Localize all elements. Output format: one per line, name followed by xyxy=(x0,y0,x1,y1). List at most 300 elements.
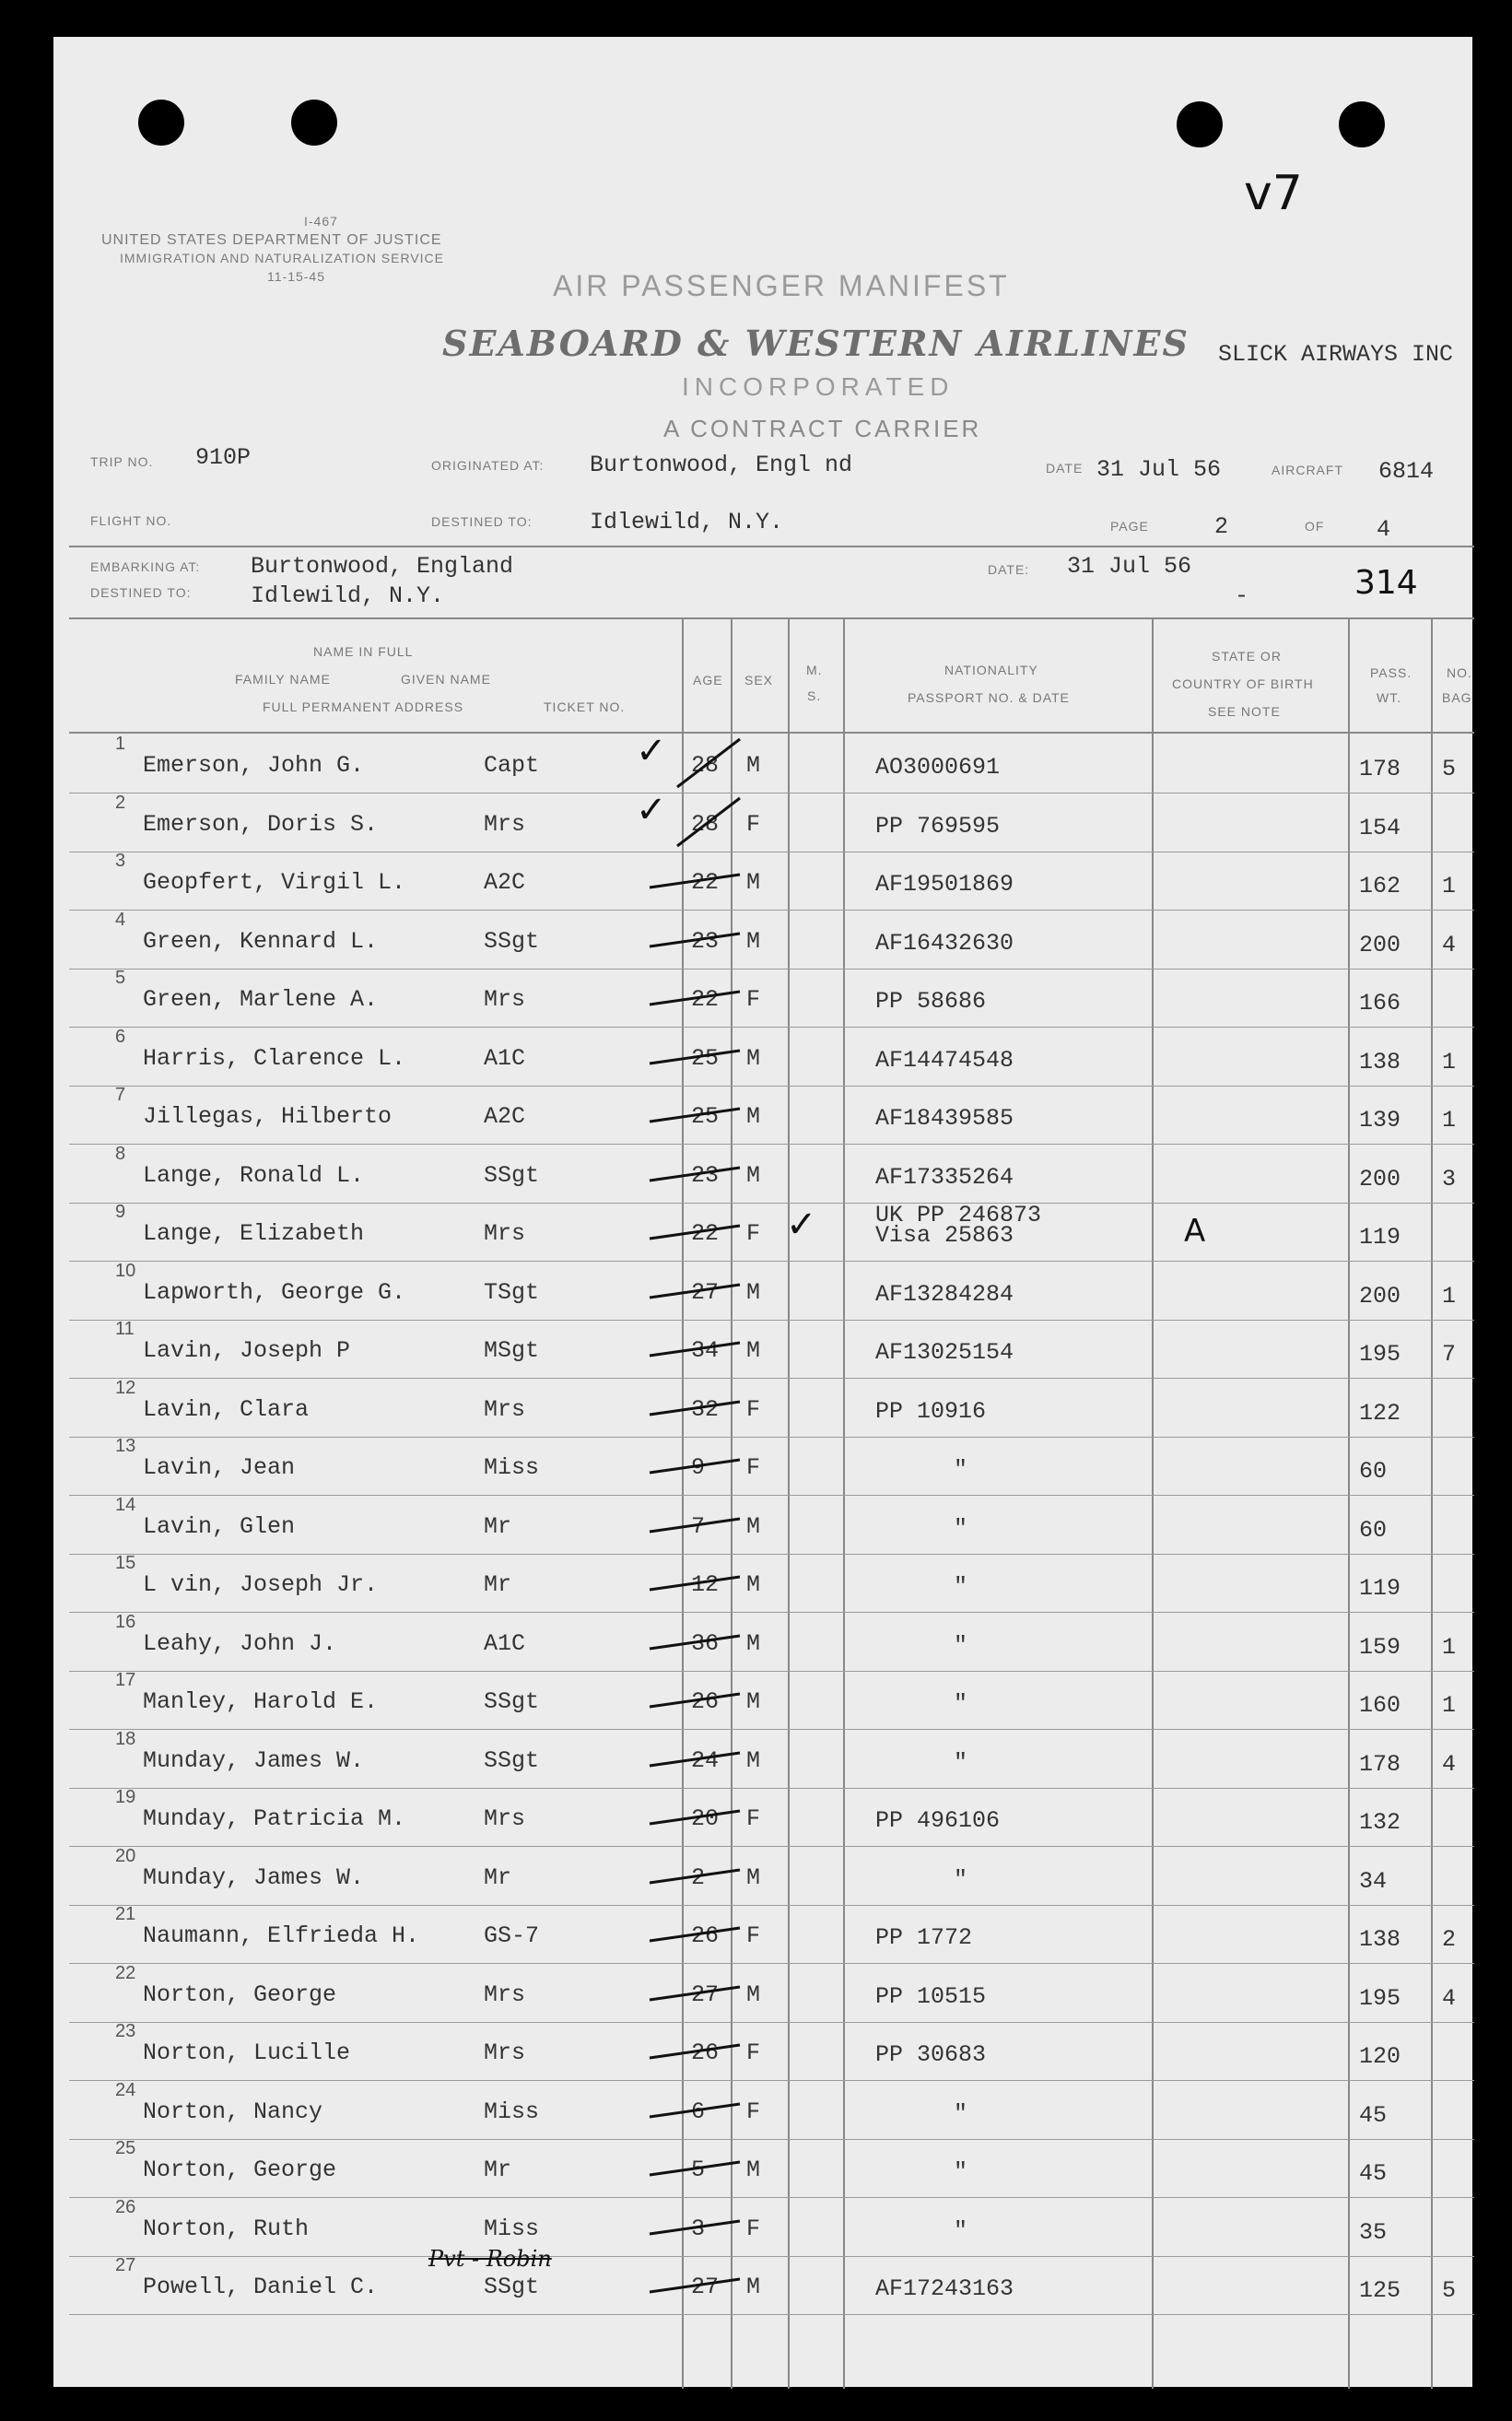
row-divider xyxy=(69,910,1474,911)
passenger-title: Mrs xyxy=(484,1981,526,2008)
passenger-age: 3 xyxy=(691,2215,706,2242)
verification-check: ✓ xyxy=(636,730,667,772)
pen-stroke xyxy=(622,1670,742,1736)
passenger-age: 24 xyxy=(691,1747,720,1774)
destined-label: DESTINED TO: xyxy=(431,514,533,529)
passenger-sex: F xyxy=(746,1922,761,1949)
table-row xyxy=(69,1614,1474,1672)
table-row xyxy=(69,1555,1474,1613)
passenger-name: Leahy, John J. xyxy=(143,1630,337,1657)
passenger-weight: 160 xyxy=(1359,1692,1401,1719)
row-number: 11 xyxy=(115,1319,135,1339)
passenger-weight: 195 xyxy=(1359,1985,1401,2012)
bag-count: 1 xyxy=(1442,1692,1457,1719)
row-number: 15 xyxy=(115,1553,136,1573)
table-row xyxy=(69,2082,1474,2140)
passenger-name: Norton, Lucille xyxy=(143,2039,351,2066)
passenger-age: 26 xyxy=(691,2039,720,2066)
embarking-value: Burtonwood, England xyxy=(251,553,514,580)
passport-number: " xyxy=(954,1515,968,1542)
punch-hole xyxy=(291,100,337,146)
passport-number: AF16432630 xyxy=(875,930,1014,957)
passenger-sex: M xyxy=(746,1747,761,1774)
row-divider xyxy=(69,1846,1474,1847)
trip-no: 910P xyxy=(195,444,252,471)
passenger-weight: 34 xyxy=(1359,1868,1388,1895)
bag-count: 3 xyxy=(1442,1166,1457,1193)
passenger-sex: M xyxy=(746,2274,761,2300)
col-ms: M. xyxy=(806,663,823,677)
passenger-weight: 200 xyxy=(1359,932,1401,958)
passenger-name: Norton, Ruth xyxy=(143,2215,310,2242)
passenger-name: Emerson, Doris S. xyxy=(143,811,379,838)
passenger-name: Munday, Patricia M. xyxy=(143,1805,406,1832)
passenger-age: 27 xyxy=(691,1279,720,1306)
punch-hole xyxy=(138,100,184,146)
row-divider xyxy=(69,2080,1474,2081)
row-number: 14 xyxy=(115,1495,136,1515)
table-row xyxy=(69,911,1474,970)
col-pass: PASS. xyxy=(1370,665,1412,680)
bag-count: 1 xyxy=(1442,873,1457,899)
col-sex: SEX xyxy=(744,673,774,688)
col-country-birth: COUNTRY OF BIRTH xyxy=(1172,676,1314,691)
passenger-name: Norton, George xyxy=(143,1981,337,2008)
table-row xyxy=(69,1204,1474,1262)
passenger-title: Mrs xyxy=(484,1805,526,1832)
passenger-age: 34 xyxy=(691,1337,720,1364)
passenger-weight: 178 xyxy=(1359,1751,1401,1778)
row-divider xyxy=(69,1261,1474,1262)
row-number: 23 xyxy=(115,2021,136,2041)
row-number: 25 xyxy=(115,2138,136,2158)
passport-number: PP 769595 xyxy=(875,813,1001,840)
passenger-weight: 178 xyxy=(1359,756,1401,782)
passenger-title: A1C xyxy=(484,1630,526,1657)
originated-value: Burtonwood, Engl nd xyxy=(590,452,853,478)
table-row xyxy=(69,789,1474,852)
passenger-name: Munday, James W. xyxy=(143,1864,365,1891)
passenger-sex: M xyxy=(746,869,761,896)
row-number: 5 xyxy=(115,968,126,988)
airline-incorporated: INCORPORATED xyxy=(682,372,955,401)
pen-stroke xyxy=(622,1787,742,1853)
row-number: 1 xyxy=(115,734,126,754)
pen-stroke xyxy=(622,851,742,917)
pen-stroke xyxy=(622,2197,742,2263)
table-row xyxy=(69,2140,1474,2198)
page-total: 4 xyxy=(1377,516,1391,543)
pen-stroke xyxy=(622,1319,742,1385)
passenger-age: 22 xyxy=(691,869,720,896)
passenger-age: 26 xyxy=(691,1922,720,1949)
row-number: 12 xyxy=(115,1378,136,1398)
passenger-age: 25 xyxy=(691,1045,720,1072)
passenger-sex: M xyxy=(746,1337,761,1364)
passenger-age: 27 xyxy=(691,1981,720,2008)
bag-count: 2 xyxy=(1442,1926,1457,1953)
passport-number: AF13284284 xyxy=(875,1281,1014,1308)
passenger-name: Geopfert, Virgil L. xyxy=(143,869,406,896)
passenger-name: Norton, Nancy xyxy=(143,2098,323,2125)
passenger-title: A1C xyxy=(484,1045,526,1072)
passenger-age: 9 xyxy=(691,1454,706,1481)
married-check: ✓ xyxy=(786,1204,817,1246)
passenger-name: Lavin, Glen xyxy=(143,1513,296,1540)
passenger-age: 7 xyxy=(691,1513,706,1540)
pen-stroke xyxy=(622,1378,742,1444)
passenger-weight: 162 xyxy=(1359,873,1401,899)
passport-number: " xyxy=(954,1749,968,1776)
row-number: 16 xyxy=(115,1612,136,1632)
col-see-note: SEE NOTE xyxy=(1208,704,1281,719)
row-number: 21 xyxy=(115,1904,136,1924)
table-row xyxy=(69,1965,1474,2023)
corner-note: v7 xyxy=(1244,166,1303,221)
passenger-sex: F xyxy=(746,2039,761,2066)
trip-date-label: DATE xyxy=(1046,461,1084,476)
passenger-age: 6 xyxy=(691,2098,706,2125)
pen-stroke xyxy=(622,968,742,1034)
pen-stroke xyxy=(622,910,742,976)
passenger-sex: M xyxy=(746,1279,761,1306)
col-bags: BAG xyxy=(1442,690,1472,705)
passport-number: UK PP 246873 xyxy=(875,1202,1042,1228)
passenger-name: Manley, Harold E. xyxy=(143,1688,379,1715)
pen-stroke xyxy=(622,1085,742,1151)
passenger-weight: 119 xyxy=(1359,1575,1401,1602)
col-ms2: S. xyxy=(807,688,822,703)
table-row xyxy=(69,1263,1474,1321)
passenger-weight: 119 xyxy=(1359,1224,1401,1251)
col-address: FULL PERMANENT ADDRESS xyxy=(263,699,464,714)
col-given-name: GIVEN NAME xyxy=(401,672,491,687)
table-row xyxy=(69,1321,1474,1379)
bag-count: 4 xyxy=(1442,1985,1457,2012)
passenger-sex: F xyxy=(746,2098,761,2125)
passenger-weight: 60 xyxy=(1359,1458,1388,1485)
row-divider xyxy=(69,1027,1474,1028)
passenger-title: Mrs xyxy=(484,986,526,1013)
service-name: IMMIGRATION AND NATURALIZATION SERVICE xyxy=(120,251,444,265)
passport-number: PP 1772 xyxy=(875,1924,973,1951)
passenger-sex: F xyxy=(746,811,761,838)
passport-number: PP 496106 xyxy=(875,1807,1001,1834)
pen-stroke xyxy=(622,1553,742,1619)
col-passport: PASSPORT NO. & DATE xyxy=(908,690,1070,705)
embark-destined-label: DESTINED TO: xyxy=(90,585,192,600)
embark-date: 31 Jul 56 xyxy=(1067,553,1192,580)
passenger-weight: 154 xyxy=(1359,815,1401,841)
row-divider xyxy=(69,2314,1474,2315)
row-number: 27 xyxy=(115,2255,136,2275)
pen-stroke xyxy=(622,1846,742,1912)
passenger-sex: F xyxy=(746,2215,761,2242)
table-row xyxy=(69,1672,1474,1730)
passenger-weight: 195 xyxy=(1359,1341,1401,1368)
pen-stroke xyxy=(622,1495,742,1561)
pen-stroke xyxy=(622,2080,742,2146)
passenger-title: Miss xyxy=(484,2098,540,2125)
passport-number: AF19501869 xyxy=(875,871,1014,898)
passenger-name: Lange, Ronald L. xyxy=(143,1162,365,1189)
passenger-name: Emerson, John G. xyxy=(143,752,365,779)
row-divider xyxy=(69,1729,1474,1730)
row-divider xyxy=(69,1144,1474,1145)
passenger-sex: M xyxy=(746,1103,761,1130)
page-label: PAGE xyxy=(1110,519,1149,534)
passenger-weight: 138 xyxy=(1359,1926,1401,1953)
pen-stroke xyxy=(622,1612,742,1678)
bag-count: 5 xyxy=(1442,756,1457,782)
embark-date-label: DATE: xyxy=(988,562,1030,577)
passenger-sex: M xyxy=(746,2157,761,2183)
passenger-weight: 138 xyxy=(1359,1049,1401,1075)
passenger-age: 36 xyxy=(691,1630,720,1657)
passenger-name: Jillegas, Hilberto xyxy=(143,1103,393,1130)
col-name-in-full: NAME IN FULL xyxy=(313,644,414,659)
passenger-sex: M xyxy=(746,1864,761,1891)
department-name: UNITED STATES DEPARTMENT OF JUSTICE xyxy=(101,232,442,248)
aircraft-label: AIRCRAFT xyxy=(1272,463,1343,477)
row-number: 19 xyxy=(115,1787,136,1807)
row-divider xyxy=(69,1963,1474,1964)
passenger-age: 12 xyxy=(691,1571,720,1598)
passport-number: PP 30683 xyxy=(875,2041,987,2068)
embark-destined-value: Idlewild, N.Y. xyxy=(251,582,445,609)
passenger-sex: F xyxy=(746,1454,761,1481)
form-number: I-467 xyxy=(304,214,338,229)
passenger-age: 23 xyxy=(691,1162,720,1189)
passenger-name: Lange, Elizabeth xyxy=(143,1220,365,1247)
passenger-title: A2C xyxy=(484,1103,526,1130)
row-divider xyxy=(69,1495,1474,1496)
passenger-title: Miss xyxy=(484,2215,540,2242)
verification-check: ✓ xyxy=(636,789,667,831)
passenger-weight: 139 xyxy=(1359,1107,1401,1134)
passenger-sex: M xyxy=(746,1513,761,1540)
col-state-or: STATE OR xyxy=(1212,649,1282,664)
pen-stroke xyxy=(622,2021,742,2087)
passenger-title: SSgt xyxy=(484,1747,540,1774)
passenger-name: Lavin, Clara xyxy=(143,1396,310,1423)
passport-number: " xyxy=(954,2158,968,2185)
row-number: 9 xyxy=(115,1202,126,1222)
row-number: 17 xyxy=(115,1670,136,1690)
bag-count: 1 xyxy=(1442,1049,1457,1075)
table-row xyxy=(69,730,1474,793)
bag-count: 1 xyxy=(1442,1634,1457,1661)
passenger-age: 22 xyxy=(691,986,720,1013)
row-number: 18 xyxy=(115,1729,136,1749)
table-row xyxy=(69,2246,1474,2315)
passenger-title: A2C xyxy=(484,869,526,896)
row-number: 6 xyxy=(115,1027,126,1047)
table-row xyxy=(69,1028,1474,1087)
passenger-name: Munday, James W. xyxy=(143,1747,365,1774)
pen-stroke xyxy=(622,2138,742,2204)
aircraft-number: 6814 xyxy=(1378,458,1435,485)
passenger-title: SSgt xyxy=(484,1162,540,1189)
birth-note: A xyxy=(1184,1213,1206,1250)
passenger-weight: 60 xyxy=(1359,1517,1388,1544)
row-number: 7 xyxy=(115,1085,126,1105)
passenger-title: SSgt xyxy=(484,1688,540,1715)
passport-number: AO3000691 xyxy=(875,754,1001,781)
passenger-age: 32 xyxy=(691,1396,720,1423)
passport-number: AF17335264 xyxy=(875,1164,1014,1191)
passenger-sex: M xyxy=(746,1045,761,1072)
passenger-title: Mrs xyxy=(484,2039,526,2066)
passenger-title: SSgt xyxy=(484,2274,540,2300)
passport-number: AF18439585 xyxy=(875,1105,1014,1132)
passport-number: " xyxy=(954,1573,968,1600)
passenger-weight: 35 xyxy=(1359,2219,1388,2246)
passport-number: AF13025154 xyxy=(875,1339,1014,1366)
passport-number: PP 58686 xyxy=(875,988,987,1015)
passenger-name: Powell, Daniel C. xyxy=(143,2274,379,2300)
passenger-title: Capt xyxy=(484,752,540,779)
passenger-title: Mrs xyxy=(484,1396,526,1423)
passenger-sex: M xyxy=(746,1981,761,2008)
destined-value: Idlewild, N.Y. xyxy=(590,509,784,535)
passenger-weight: 45 xyxy=(1359,2102,1388,2129)
form-date-code: 11-15-45 xyxy=(267,269,326,284)
table-row xyxy=(69,1087,1474,1145)
row-number: 2 xyxy=(115,793,126,813)
table-row xyxy=(69,1497,1474,1555)
pen-stroke xyxy=(622,1202,742,1268)
table-row xyxy=(69,2023,1474,2081)
passenger-title: Miss xyxy=(484,1454,540,1481)
pen-stroke xyxy=(622,1261,742,1327)
passenger-name: Green, Marlene A. xyxy=(143,986,379,1013)
flight-no-label: FLIGHT NO. xyxy=(90,513,172,528)
passenger-age: 5 xyxy=(691,2157,706,2183)
passenger-weight: 120 xyxy=(1359,2043,1401,2070)
manifest-title: AIR PASSENGER MANIFEST xyxy=(553,269,1010,302)
passenger-weight: 200 xyxy=(1359,1166,1401,1193)
row-number: 13 xyxy=(115,1436,136,1456)
passenger-title: GS-7 xyxy=(484,1922,540,1949)
bag-count: 1 xyxy=(1442,1283,1457,1310)
pen-stroke xyxy=(622,793,742,859)
pen-stroke xyxy=(622,1436,742,1502)
passenger-title: Mr xyxy=(484,1571,512,1598)
col-nationality: NATIONALITY xyxy=(944,663,1038,677)
passenger-sex: M xyxy=(746,928,761,955)
table-row xyxy=(69,1731,1474,1789)
passenger-age: 27 xyxy=(691,2274,720,2300)
row-number: 3 xyxy=(115,851,126,871)
bag-count: 4 xyxy=(1442,932,1457,958)
row-number: 10 xyxy=(115,1261,136,1281)
col-wt: WT. xyxy=(1377,690,1402,705)
table-row xyxy=(69,1146,1474,1204)
passenger-name: Green, Kennard L. xyxy=(143,928,379,955)
passenger-sex: M xyxy=(746,752,761,779)
punch-hole xyxy=(1177,101,1223,147)
passport-number: " xyxy=(954,2217,968,2244)
pen-stroke xyxy=(622,1027,742,1093)
passenger-title: SSgt xyxy=(484,928,540,955)
passenger-weight: 132 xyxy=(1359,1809,1401,1836)
table-top-border xyxy=(69,617,1474,619)
passport-number: PP 10515 xyxy=(875,1983,987,2010)
trip-no-label: TRIP NO. xyxy=(90,454,154,469)
passenger-weight: 200 xyxy=(1359,1283,1401,1310)
pen-stroke xyxy=(622,1904,742,1970)
passenger-age: 28 xyxy=(691,752,720,779)
passport-number: " xyxy=(954,1690,968,1717)
passport-number: AF17243163 xyxy=(875,2275,1014,2302)
passenger-title: Mrs xyxy=(484,811,526,838)
passenger-sex: M xyxy=(746,1688,761,1715)
passenger-weight: 159 xyxy=(1359,1634,1401,1661)
passenger-weight: 166 xyxy=(1359,990,1401,1017)
passenger-sex: F xyxy=(746,986,761,1013)
passenger-sex: F xyxy=(746,1805,761,1832)
passenger-age: 20 xyxy=(691,1805,720,1832)
airline-logo: SEABOARD & WESTERN AIRLINES xyxy=(442,323,1190,364)
col-no: NO. xyxy=(1447,665,1472,680)
passenger-name: Lapworth, George G. xyxy=(143,1279,406,1306)
table-row xyxy=(69,1848,1474,1906)
passenger-weight: 125 xyxy=(1359,2277,1401,2304)
table-row xyxy=(69,1789,1474,1847)
passenger-sex: M xyxy=(746,1571,761,1598)
passenger-title: Mr xyxy=(484,2157,512,2183)
passenger-name: Lavin, Jean xyxy=(143,1454,296,1481)
passenger-name: Harris, Clarence L. xyxy=(143,1045,406,1072)
bag-count: 7 xyxy=(1442,1341,1457,1368)
passenger-weight: 122 xyxy=(1359,1400,1401,1427)
passenger-age: 2 xyxy=(691,1864,706,1891)
row-number: 20 xyxy=(115,1846,136,1866)
table-row xyxy=(69,2199,1474,2257)
column-header-divider xyxy=(69,732,1474,734)
of-label: OF xyxy=(1305,519,1325,534)
table-row xyxy=(69,1380,1474,1438)
passenger-age: 26 xyxy=(691,1688,720,1715)
passport-number: AF14474548 xyxy=(875,1047,1014,1074)
header-divider xyxy=(69,546,1474,547)
passenger-title: Mrs xyxy=(484,1220,526,1247)
table-row xyxy=(69,1438,1474,1496)
passenger-sex: M xyxy=(746,1630,761,1657)
page-number: 2 xyxy=(1214,513,1229,540)
trip-date: 31 Jul 56 xyxy=(1096,456,1222,483)
originated-label: ORIGINATED AT: xyxy=(431,458,545,473)
struck-note: Pvt - Robin xyxy=(428,2246,552,2272)
passport-number: PP 10916 xyxy=(875,1398,987,1425)
visa-number: Visa 25863 xyxy=(875,1222,1014,1249)
pen-stroke xyxy=(622,1963,742,2029)
passenger-name: L vin, Joseph Jr. xyxy=(143,1571,379,1598)
col-family-name: FAMILY NAME xyxy=(235,672,331,687)
bag-count: 4 xyxy=(1442,1751,1457,1778)
carrier-type: A CONTRACT CARRIER xyxy=(663,415,982,442)
embark-dash: - xyxy=(1235,582,1249,609)
passenger-age: 25 xyxy=(691,1103,720,1130)
pen-stroke xyxy=(622,1144,742,1210)
row-number: 22 xyxy=(115,1963,136,1983)
passenger-title: Mr xyxy=(484,1513,512,1540)
passenger-age: 28 xyxy=(691,811,720,838)
passenger-sex: F xyxy=(746,1220,761,1247)
table-row xyxy=(69,970,1474,1028)
passenger-sex: F xyxy=(746,1396,761,1423)
